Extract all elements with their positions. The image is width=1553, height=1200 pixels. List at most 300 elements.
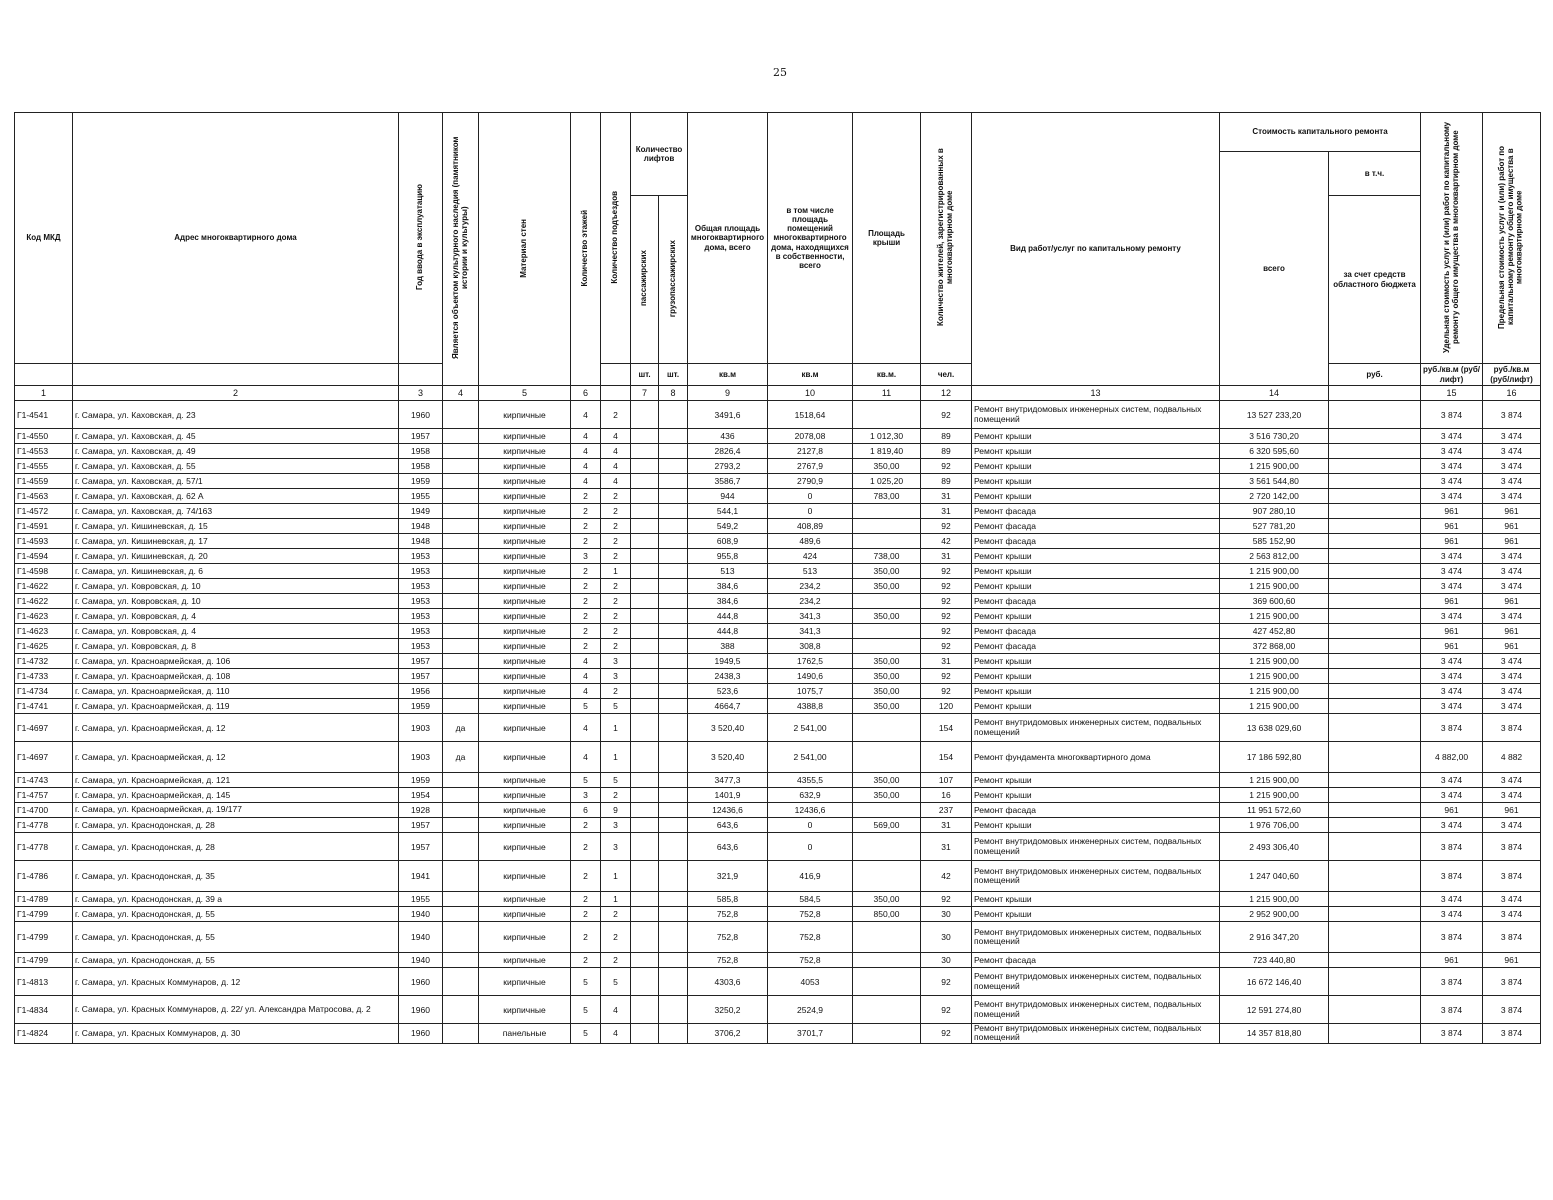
row-work-type: Ремонт внутридомовых инженерных систем, подвальных помещений [972, 833, 1220, 861]
row-material: кирпичные [479, 549, 571, 564]
row-material: кирпичные [479, 818, 571, 833]
row-floors: 5 [571, 1024, 601, 1044]
row-freight-lifts [659, 818, 688, 833]
column-number: 5 [479, 386, 571, 401]
row-passenger-lifts [631, 489, 659, 504]
row-passenger-lifts [631, 579, 659, 594]
row-year: 1958 [399, 444, 443, 459]
row-roof-area [853, 968, 921, 996]
row-year: 1941 [399, 861, 443, 892]
row-material: кирпичные [479, 892, 571, 907]
row-entrances: 5 [601, 699, 631, 714]
row-year: 1903 [399, 714, 443, 742]
column-number: 12 [921, 386, 972, 401]
row-freight-lifts [659, 579, 688, 594]
row-residents: 92 [921, 594, 972, 609]
row-address: г. Самара, ул. Каховская, д. 45 [73, 429, 399, 444]
row-max-cost: 3 474 [1483, 564, 1541, 579]
row-entrances: 3 [601, 669, 631, 684]
row-incl-area: 0 [768, 833, 853, 861]
row-material: кирпичные [479, 594, 571, 609]
row-specific-cost: 961 [1421, 624, 1483, 639]
row-residents: 92 [921, 669, 972, 684]
row-specific-cost: 3 474 [1421, 684, 1483, 699]
row-cost-total: 2 952 900,00 [1220, 907, 1329, 922]
table-row [15, 444, 1541, 459]
row-cost-regional [1329, 788, 1421, 803]
row-code: Г1-4623 [15, 609, 73, 624]
row-specific-cost: 961 [1421, 504, 1483, 519]
row-freight-lifts [659, 892, 688, 907]
row-entrances: 1 [601, 714, 631, 742]
row-freight-lifts [659, 401, 688, 429]
row-cost-total: 6 320 595,60 [1220, 444, 1329, 459]
row-incl-area: 2078,08 [768, 429, 853, 444]
table-row [15, 564, 1541, 579]
row-year: 1953 [399, 564, 443, 579]
row-code: Г1-4598 [15, 564, 73, 579]
row-floors: 2 [571, 519, 601, 534]
row-code: Г1-4572 [15, 504, 73, 519]
table-row [15, 714, 1541, 742]
row-specific-cost: 3 874 [1421, 922, 1483, 953]
row-passenger-lifts [631, 833, 659, 861]
row-max-cost: 3 874 [1483, 996, 1541, 1024]
row-freight-lifts [659, 504, 688, 519]
row-passenger-lifts [631, 654, 659, 669]
row-freight-lifts [659, 519, 688, 534]
row-year: 1959 [399, 474, 443, 489]
row-work-type: Ремонт крыши [972, 892, 1220, 907]
row-code: Г1-4622 [15, 594, 73, 609]
row-cost-regional [1329, 742, 1421, 773]
row-work-type: Ремонт фасада [972, 594, 1220, 609]
row-total-area: 643,6 [688, 818, 768, 833]
row-material: кирпичные [479, 504, 571, 519]
row-entrances: 3 [601, 833, 631, 861]
row-roof-area: 350,00 [853, 669, 921, 684]
row-residents: 30 [921, 907, 972, 922]
row-year: 1948 [399, 519, 443, 534]
row-monument [443, 459, 479, 474]
row-specific-cost: 3 474 [1421, 907, 1483, 922]
row-roof-area [853, 639, 921, 654]
row-floors: 4 [571, 742, 601, 773]
header-entrances: Количество подъездов [601, 113, 631, 364]
row-material: кирпичные [479, 654, 571, 669]
table-row [15, 907, 1541, 922]
row-material: кирпичные [479, 699, 571, 714]
row-specific-cost: 3 874 [1421, 833, 1483, 861]
row-entrances: 2 [601, 922, 631, 953]
row-roof-area: 350,00 [853, 684, 921, 699]
row-material: кирпичные [479, 489, 571, 504]
row-year: 1960 [399, 401, 443, 429]
row-work-type: Ремонт крыши [972, 818, 1220, 833]
row-year: 1959 [399, 699, 443, 714]
table-row [15, 624, 1541, 639]
row-max-cost: 961 [1483, 803, 1541, 818]
row-cost-regional [1329, 861, 1421, 892]
row-max-cost: 3 874 [1483, 833, 1541, 861]
row-material: кирпичные [479, 742, 571, 773]
row-monument: да [443, 714, 479, 742]
row-monument [443, 892, 479, 907]
column-number: 7 [631, 386, 659, 401]
row-material: кирпичные [479, 401, 571, 429]
row-cost-regional [1329, 922, 1421, 953]
row-year: 1955 [399, 892, 443, 907]
row-residents: 42 [921, 861, 972, 892]
row-address: г. Самара, ул. Ковровская, д. 4 [73, 624, 399, 639]
row-max-cost: 3 874 [1483, 861, 1541, 892]
row-passenger-lifts [631, 922, 659, 953]
row-floors: 4 [571, 444, 601, 459]
row-passenger-lifts [631, 459, 659, 474]
column-number: 15 [1421, 386, 1483, 401]
row-roof-area: 1 025,20 [853, 474, 921, 489]
row-year: 1956 [399, 684, 443, 699]
row-entrances: 9 [601, 803, 631, 818]
row-passenger-lifts [631, 907, 659, 922]
row-residents: 92 [921, 684, 972, 699]
row-material: кирпичные [479, 474, 571, 489]
row-incl-area: 341,3 [768, 609, 853, 624]
row-freight-lifts [659, 773, 688, 788]
row-max-cost: 3 874 [1483, 922, 1541, 953]
header-work-type: Вид работ/услуг по капитальному ремонту [972, 113, 1220, 386]
row-cost-regional [1329, 803, 1421, 818]
row-material: панельные [479, 1024, 571, 1044]
row-cost-regional [1329, 953, 1421, 968]
row-max-cost: 3 474 [1483, 669, 1541, 684]
row-address: г. Самара, ул. Красноармейская, д. 119 [73, 699, 399, 714]
row-passenger-lifts [631, 429, 659, 444]
row-address: г. Самара, ул. Краснодонская, д. 35 [73, 861, 399, 892]
row-entrances: 2 [601, 489, 631, 504]
row-total-area: 2438,3 [688, 669, 768, 684]
row-total-area: 752,8 [688, 922, 768, 953]
row-passenger-lifts [631, 968, 659, 996]
row-address: г. Самара, ул. Краснодонская, д. 55 [73, 907, 399, 922]
unit-residents: чел. [921, 364, 972, 386]
row-material: кирпичные [479, 444, 571, 459]
row-roof-area [853, 519, 921, 534]
row-freight-lifts [659, 594, 688, 609]
row-code: Г1-4778 [15, 833, 73, 861]
row-incl-area: 513 [768, 564, 853, 579]
row-material: кирпичные [479, 684, 571, 699]
row-cost-total: 585 152,90 [1220, 534, 1329, 549]
row-entrances: 3 [601, 654, 631, 669]
row-residents: 107 [921, 773, 972, 788]
row-monument [443, 624, 479, 639]
header-regional-budget: за счет средств областного бюджета [1329, 196, 1421, 364]
row-cost-regional [1329, 429, 1421, 444]
row-cost-regional [1329, 907, 1421, 922]
row-address: г. Самара, ул. Красных Коммунаров, д. 30 [73, 1024, 399, 1044]
row-roof-area: 350,00 [853, 773, 921, 788]
row-residents: 92 [921, 968, 972, 996]
row-floors: 2 [571, 833, 601, 861]
row-entrances: 1 [601, 861, 631, 892]
table-row [15, 1024, 1541, 1044]
row-entrances: 2 [601, 788, 631, 803]
row-cost-regional [1329, 818, 1421, 833]
row-floors: 2 [571, 534, 601, 549]
row-work-type: Ремонт крыши [972, 654, 1220, 669]
row-monument [443, 996, 479, 1024]
row-roof-area [853, 624, 921, 639]
row-incl-area: 2767,9 [768, 459, 853, 474]
row-cost-total: 13 527 233,20 [1220, 401, 1329, 429]
row-monument [443, 519, 479, 534]
row-specific-cost: 3 474 [1421, 474, 1483, 489]
row-passenger-lifts [631, 803, 659, 818]
row-residents: 92 [921, 459, 972, 474]
row-floors: 4 [571, 459, 601, 474]
row-material: кирпичные [479, 579, 571, 594]
row-freight-lifts [659, 714, 688, 742]
row-year: 1955 [399, 489, 443, 504]
row-code: Г1-4799 [15, 953, 73, 968]
column-number: 9 [688, 386, 768, 401]
row-specific-cost: 961 [1421, 803, 1483, 818]
row-specific-cost: 3 474 [1421, 444, 1483, 459]
row-residents: 31 [921, 833, 972, 861]
row-floors: 2 [571, 892, 601, 907]
unit-roof-area: кв.м. [853, 364, 921, 386]
unit-regional: руб. [1329, 364, 1421, 386]
row-code: Г1-4697 [15, 714, 73, 742]
row-freight-lifts [659, 624, 688, 639]
row-cost-regional [1329, 968, 1421, 996]
row-code: Г1-4734 [15, 684, 73, 699]
row-code: Г1-4593 [15, 534, 73, 549]
row-specific-cost: 3 874 [1421, 861, 1483, 892]
row-address: г. Самара, ул. Красноармейская, д. 106 [73, 654, 399, 669]
row-material: кирпичные [479, 861, 571, 892]
row-work-type: Ремонт крыши [972, 564, 1220, 579]
row-cost-regional [1329, 459, 1421, 474]
row-max-cost: 3 474 [1483, 699, 1541, 714]
row-material: кирпичные [479, 788, 571, 803]
header-incl-area: в том числе площадь помещений многоквартирного дома, находящихся в собственности, всего [768, 113, 853, 364]
row-entrances: 1 [601, 564, 631, 579]
row-freight-lifts [659, 429, 688, 444]
row-freight-lifts [659, 609, 688, 624]
row-floors: 2 [571, 953, 601, 968]
row-max-cost: 3 474 [1483, 549, 1541, 564]
row-cost-total: 907 280,10 [1220, 504, 1329, 519]
row-address: г. Самара, ул. Красноармейская, д. 121 [73, 773, 399, 788]
row-entrances: 2 [601, 579, 631, 594]
header-address: Адрес многоквартирного дома [73, 113, 399, 364]
row-monument [443, 429, 479, 444]
row-residents: 92 [921, 519, 972, 534]
row-code: Г1-4789 [15, 892, 73, 907]
row-address: г. Самара, ул. Красноармейская, д. 12 [73, 742, 399, 773]
row-residents: 92 [921, 639, 972, 654]
row-residents: 92 [921, 624, 972, 639]
row-roof-area: 850,00 [853, 907, 921, 922]
row-year: 1957 [399, 818, 443, 833]
row-cost-regional [1329, 714, 1421, 742]
row-cost-regional [1329, 519, 1421, 534]
row-entrances: 2 [601, 519, 631, 534]
row-floors: 4 [571, 429, 601, 444]
row-roof-area: 350,00 [853, 459, 921, 474]
row-cost-regional [1329, 833, 1421, 861]
row-work-type: Ремонт внутридомовых инженерных систем, подвальных помещений [972, 861, 1220, 892]
row-floors: 2 [571, 861, 601, 892]
row-code: Г1-4757 [15, 788, 73, 803]
row-freight-lifts [659, 803, 688, 818]
row-address: г. Самара, ул. Каховская, д. 23 [73, 401, 399, 429]
row-monument [443, 788, 479, 803]
row-monument [443, 594, 479, 609]
row-passenger-lifts [631, 624, 659, 639]
row-passenger-lifts [631, 861, 659, 892]
row-cost-total: 1 215 900,00 [1220, 669, 1329, 684]
row-address: г. Самара, ул. Каховская, д. 49 [73, 444, 399, 459]
column-number [1329, 386, 1421, 401]
row-cost-total: 2 720 142,00 [1220, 489, 1329, 504]
row-entrances: 4 [601, 474, 631, 489]
row-address: г. Самара, ул. Красноармейская, д. 110 [73, 684, 399, 699]
row-work-type: Ремонт внутридомовых инженерных систем, подвальных помещений [972, 968, 1220, 996]
row-residents: 31 [921, 549, 972, 564]
row-roof-area [853, 996, 921, 1024]
row-passenger-lifts [631, 639, 659, 654]
row-material: кирпичные [479, 519, 571, 534]
row-address: г. Самара, ул. Кишиневская, д. 6 [73, 564, 399, 579]
row-year: 1940 [399, 953, 443, 968]
row-cost-total: 1 215 900,00 [1220, 459, 1329, 474]
header-residents: Количество жителей, зарегистрированных в многоквартирном доме [921, 113, 972, 364]
row-cost-total: 372 868,00 [1220, 639, 1329, 654]
row-year: 1953 [399, 579, 443, 594]
row-specific-cost: 961 [1421, 594, 1483, 609]
row-year: 1957 [399, 669, 443, 684]
row-passenger-lifts [631, 953, 659, 968]
row-cost-regional [1329, 474, 1421, 489]
row-residents: 92 [921, 892, 972, 907]
row-cost-total: 1 215 900,00 [1220, 654, 1329, 669]
row-incl-area: 0 [768, 489, 853, 504]
row-year: 1940 [399, 922, 443, 953]
column-number: 8 [659, 386, 688, 401]
row-specific-cost: 3 474 [1421, 579, 1483, 594]
table-row [15, 861, 1541, 892]
row-cost-total: 369 600,60 [1220, 594, 1329, 609]
row-passenger-lifts [631, 699, 659, 714]
table-row [15, 892, 1541, 907]
row-freight-lifts [659, 474, 688, 489]
column-number: 16 [1483, 386, 1541, 401]
row-total-area: 444,8 [688, 609, 768, 624]
row-year: 1953 [399, 609, 443, 624]
row-code: Г1-4743 [15, 773, 73, 788]
row-address: г. Самара, ул. Краснодонская, д. 28 [73, 818, 399, 833]
header-cost: Стоимость капитального ремонта [1220, 113, 1421, 152]
row-total-area: 3250,2 [688, 996, 768, 1024]
row-address: г. Самара, ул. Кишиневская, д. 20 [73, 549, 399, 564]
row-freight-lifts [659, 953, 688, 968]
table-row [15, 654, 1541, 669]
row-residents: 31 [921, 818, 972, 833]
row-cost-total: 2 916 347,20 [1220, 922, 1329, 953]
row-material: кирпичные [479, 564, 571, 579]
row-code: Г1-4813 [15, 968, 73, 996]
row-residents: 31 [921, 489, 972, 504]
unit-code [15, 364, 73, 386]
row-roof-area: 350,00 [853, 699, 921, 714]
row-cost-total: 16 672 146,40 [1220, 968, 1329, 996]
row-address: г. Самара, ул. Красноармейская, д. 145 [73, 788, 399, 803]
row-freight-lifts [659, 922, 688, 953]
row-max-cost: 961 [1483, 594, 1541, 609]
row-code: Г1-4778 [15, 818, 73, 833]
row-address: г. Самара, ул. Каховская, д. 62 А [73, 489, 399, 504]
row-entrances: 5 [601, 968, 631, 996]
row-roof-area: 738,00 [853, 549, 921, 564]
row-residents: 31 [921, 654, 972, 669]
row-monument [443, 968, 479, 996]
row-passenger-lifts [631, 549, 659, 564]
row-residents: 30 [921, 953, 972, 968]
row-specific-cost: 3 474 [1421, 788, 1483, 803]
row-roof-area [853, 401, 921, 429]
row-incl-area: 0 [768, 818, 853, 833]
row-address: г. Самара, ул. Ковровская, д. 4 [73, 609, 399, 624]
row-passenger-lifts [631, 742, 659, 773]
row-specific-cost: 3 474 [1421, 549, 1483, 564]
row-roof-area [853, 922, 921, 953]
header-cost-total: всего [1220, 152, 1329, 386]
row-roof-area: 1 819,40 [853, 444, 921, 459]
unit-total-area: кв.м [688, 364, 768, 386]
header-incl: в т.ч. [1329, 152, 1421, 196]
table-header [15, 113, 1541, 401]
row-total-area: 4664,7 [688, 699, 768, 714]
row-year: 1949 [399, 504, 443, 519]
table-row [15, 549, 1541, 564]
row-work-type: Ремонт крыши [972, 489, 1220, 504]
row-freight-lifts [659, 699, 688, 714]
row-freight-lifts [659, 788, 688, 803]
table-row [15, 639, 1541, 654]
header-code: Код МКД [15, 113, 73, 364]
row-passenger-lifts [631, 773, 659, 788]
row-entrances: 4 [601, 444, 631, 459]
row-max-cost: 3 474 [1483, 489, 1541, 504]
row-max-cost: 961 [1483, 519, 1541, 534]
row-monument [443, 549, 479, 564]
row-incl-area: 2790,9 [768, 474, 853, 489]
header-roof-area: Площадь крыши [853, 113, 921, 364]
row-entrances: 2 [601, 549, 631, 564]
table-row [15, 833, 1541, 861]
row-max-cost: 3 474 [1483, 684, 1541, 699]
row-monument [443, 861, 479, 892]
row-incl-area: 424 [768, 549, 853, 564]
row-freight-lifts [659, 669, 688, 684]
row-roof-area [853, 594, 921, 609]
row-max-cost: 3 874 [1483, 401, 1541, 429]
row-material: кирпичные [479, 534, 571, 549]
row-max-cost: 3 874 [1483, 1024, 1541, 1044]
